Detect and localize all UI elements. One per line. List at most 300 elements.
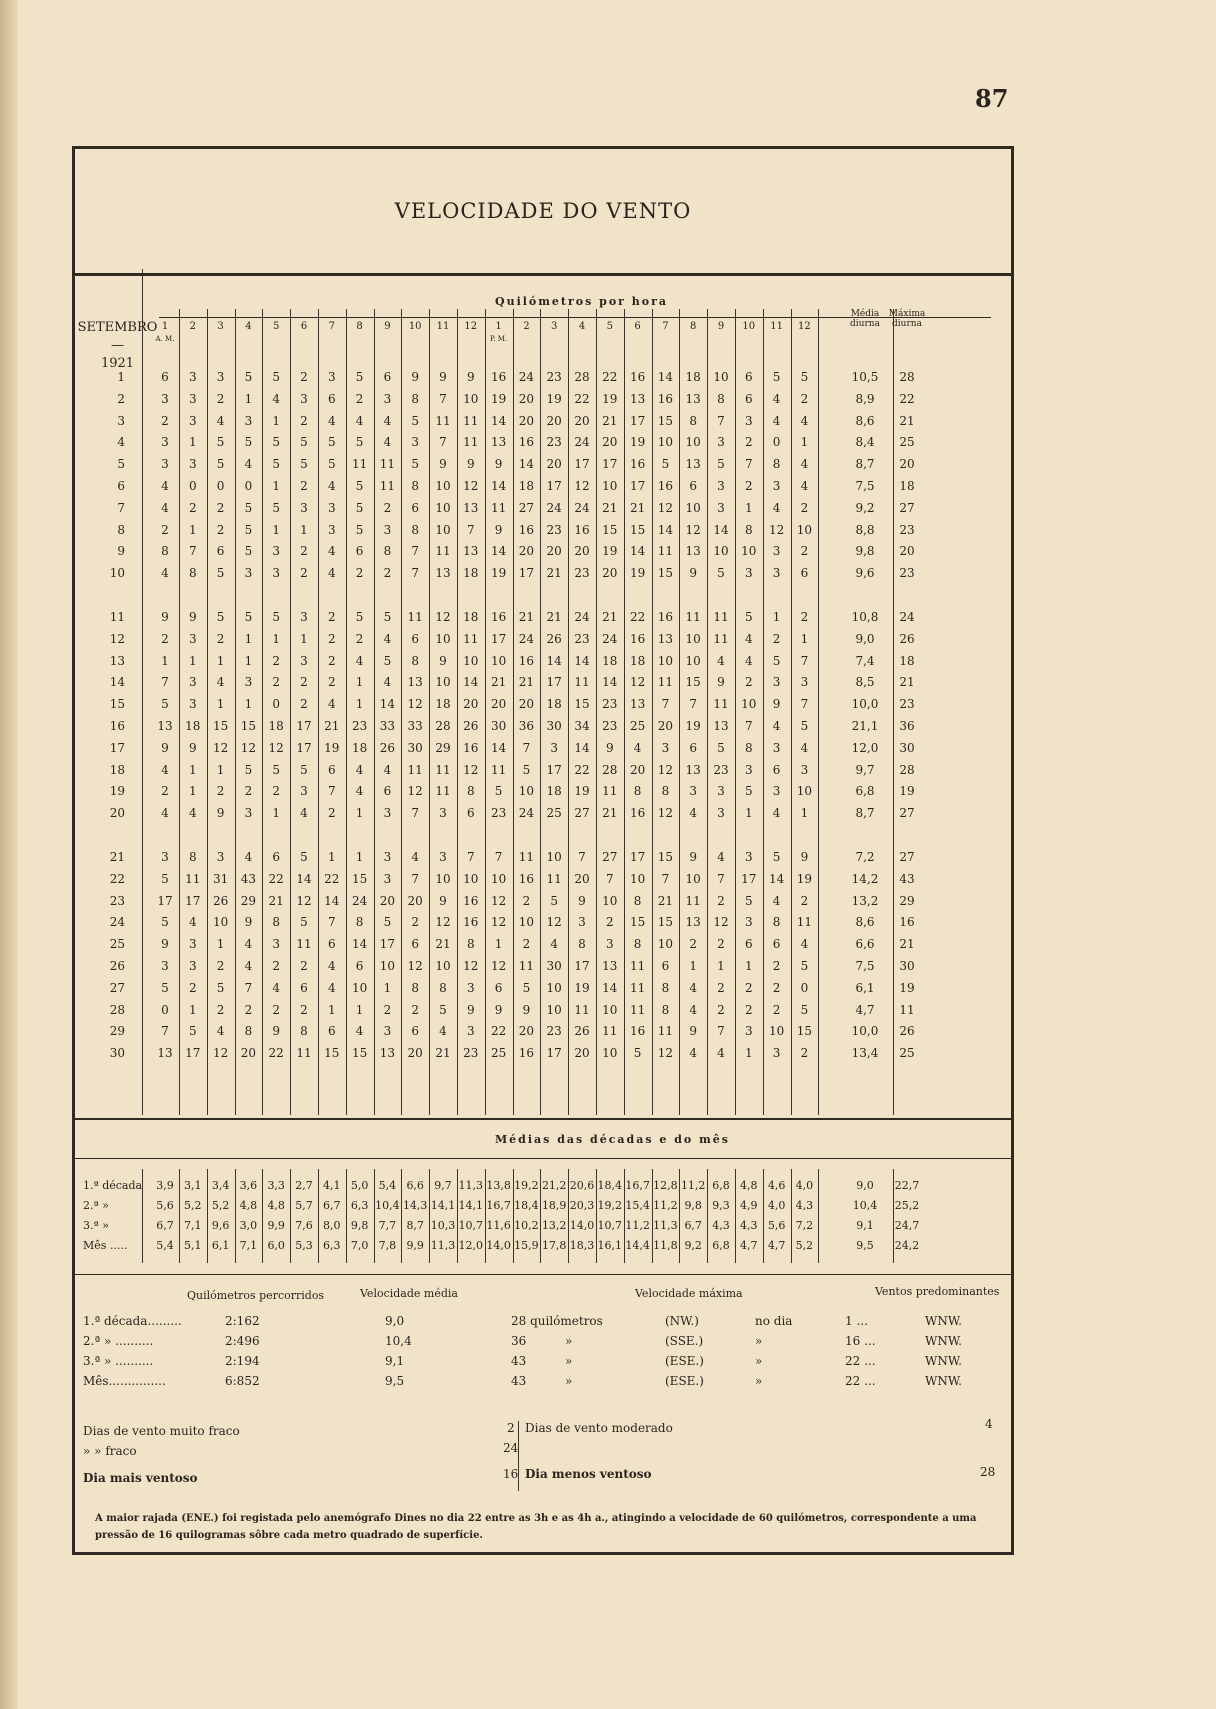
hourly-value: 21 — [518, 675, 535, 690]
hourly-value: 13 — [490, 435, 507, 450]
hourly-value: 2 — [772, 959, 781, 973]
decade-value: 5,0 — [350, 1179, 369, 1192]
hourly-value: 10 — [796, 522, 813, 537]
hourly-value: 2 — [717, 937, 725, 952]
hourly-value: 4 — [689, 980, 698, 995]
hourly-value: 16 — [657, 479, 674, 493]
hourly-value: 0 — [800, 980, 809, 995]
year-label: 1921 — [100, 356, 135, 371]
decade-value: 18,4 — [597, 1179, 623, 1192]
hourly-value: 1 — [800, 435, 809, 450]
column-divider — [485, 309, 486, 1115]
hourly-value: 3 — [216, 850, 225, 864]
hourly-value: 3 — [244, 806, 253, 821]
column-divider — [652, 309, 653, 1115]
decade-value: 15,4 — [625, 1199, 650, 1212]
hourly-value: 5 — [300, 850, 308, 864]
hourly-value: 27 — [574, 806, 590, 821]
hourly-value: 5 — [188, 1024, 197, 1039]
hourly-value: 5 — [216, 435, 225, 450]
hourly-value: 4 — [772, 719, 781, 733]
hourly-value: 10 — [685, 500, 701, 515]
hourly-value: 14 — [602, 980, 618, 995]
decade-value: 10,3 — [430, 1219, 456, 1232]
column-divider — [401, 309, 402, 1115]
hourly-value: 7 — [161, 1024, 169, 1039]
daily-max-value: 43 — [899, 871, 915, 886]
hourly-value: 14 — [546, 653, 562, 668]
hourly-value: 10 — [435, 631, 451, 646]
decade-value: 9,6 — [211, 1219, 230, 1232]
hourly-value: 1 — [800, 631, 809, 646]
hourly-value: 4 — [300, 806, 308, 821]
hourly-value: 24 — [518, 631, 535, 646]
dash: — — [111, 338, 124, 353]
hourly-value: 5 — [772, 653, 781, 668]
hourly-value: 7 — [244, 980, 253, 995]
decade-title: Médias das décadas e do mês — [495, 1133, 730, 1146]
decade-label: 3.ª » — [83, 1219, 109, 1232]
hourly-value: 2 — [355, 391, 364, 406]
hourly-value: 10 — [463, 391, 479, 406]
hourly-value: 17 — [602, 457, 618, 472]
hourly-value: 11 — [351, 457, 368, 472]
hourly-value: 4 — [383, 675, 392, 690]
hourly-value: 10 — [546, 1002, 562, 1017]
hourly-value: 8 — [411, 522, 420, 537]
decade-value: 4,3 — [740, 1219, 758, 1232]
hourly-value: 5 — [717, 740, 725, 755]
hourly-value: 2 — [272, 959, 281, 973]
hourly-value: 6 — [383, 784, 392, 799]
hourly-value: 5 — [327, 457, 336, 472]
decade-value: 18,3 — [569, 1239, 595, 1252]
hourly-value: 26 — [212, 893, 229, 908]
column-divider — [262, 309, 263, 1115]
hourly-value: 2 — [327, 610, 336, 624]
hourly-value: 2 — [161, 784, 169, 799]
decade-value: 5,2 — [211, 1199, 230, 1212]
decade-value: 9,7 — [434, 1179, 452, 1192]
hourly-value: 3 — [800, 675, 809, 690]
hourly-value: 5 — [161, 871, 169, 886]
hourly-value: 13 — [629, 391, 646, 406]
hourly-value: 9 — [717, 675, 725, 690]
hourly-value: 16 — [518, 653, 535, 668]
hourly-value: 8 — [161, 544, 169, 559]
hourly-value: 3 — [244, 566, 253, 581]
max-value: 36 — [511, 1334, 527, 1348]
hourly-value: 4 — [355, 762, 364, 777]
hourly-value: 30 — [546, 959, 562, 973]
hourly-value: 34 — [574, 719, 590, 733]
hourly-value: 4 — [188, 806, 197, 821]
hourly-value: 2 — [327, 631, 336, 646]
day-number: 6 — [117, 479, 125, 493]
hourly-value: 6 — [300, 980, 308, 995]
day-number: 24 — [109, 915, 125, 930]
hourly-value: 15 — [629, 915, 646, 930]
hourly-value: 2 — [744, 675, 753, 690]
hourly-value: 1 — [383, 980, 392, 995]
day-number: 17 — [109, 740, 125, 755]
decade-value: 9,9 — [406, 1239, 424, 1252]
month-year-header — [75, 319, 160, 373]
hourly-value: 19 — [490, 391, 507, 406]
decade-value: 10,7 — [458, 1219, 484, 1232]
column-divider — [346, 1169, 347, 1263]
hourly-value: 3 — [744, 762, 753, 777]
hourly-value: 2 — [244, 1002, 253, 1017]
hourly-value: 23 — [490, 806, 507, 821]
hourly-value: 5 — [300, 915, 308, 930]
day-value: 22 ... — [845, 1354, 876, 1368]
hourly-value: 18 — [629, 653, 646, 668]
hourly-value: 7 — [689, 697, 698, 712]
hourly-value: 2 — [327, 806, 336, 821]
hourly-value: 2 — [161, 631, 169, 646]
hourly-value: 23 — [546, 370, 562, 384]
hourly-value: 11 — [435, 544, 451, 559]
hourly-value: 24 — [546, 500, 562, 515]
hourly-value: 4 — [161, 806, 169, 821]
hourly-value: 6 — [466, 806, 475, 821]
column-divider — [235, 309, 236, 1115]
decade-max: 24,2 — [894, 1239, 920, 1252]
decade-value: 7,8 — [378, 1239, 397, 1252]
hourly-value: 6 — [744, 391, 753, 406]
day-number: 29 — [109, 1024, 125, 1039]
hourly-value: 3 — [717, 479, 725, 493]
hourly-value: 11 — [407, 610, 423, 624]
hourly-value: 12 — [407, 697, 423, 712]
weak-value: 24 — [503, 1441, 519, 1455]
decade-value: 14,1 — [458, 1199, 484, 1212]
hourly-value: 5 — [355, 610, 364, 624]
hourly-value: 15 — [240, 719, 257, 733]
hourly-value: 15 — [657, 915, 674, 930]
hourly-value: 9 — [605, 740, 614, 755]
daily-max-value: 21 — [899, 937, 915, 952]
hourly-value: 1 — [327, 1002, 336, 1017]
daily-max-value: 27 — [899, 850, 915, 864]
hourly-value: 6 — [772, 937, 781, 952]
hourly-value: 8 — [578, 937, 586, 952]
hourly-value: 7 — [327, 915, 336, 930]
hourly-value: 10 — [602, 1002, 618, 1017]
hourly-value: 19 — [629, 435, 646, 450]
hourly-value: 2 — [800, 610, 809, 624]
column-divider — [346, 309, 347, 1115]
hourly-value: 5 — [216, 610, 225, 624]
decade-mean: 9,0 — [856, 1179, 874, 1192]
hourly-value: 2 — [300, 1002, 308, 1017]
hourly-value: 1 — [355, 675, 364, 690]
column-divider — [893, 1169, 894, 1263]
hourly-value: 5 — [494, 784, 503, 799]
hourly-value: 13 — [463, 500, 479, 515]
hourly-value: 2 — [161, 522, 169, 537]
hourly-value: 4 — [161, 762, 169, 777]
hourly-value: 4 — [800, 457, 809, 472]
daily-max-value: 27 — [899, 806, 915, 821]
hourly-value: 11 — [657, 544, 674, 559]
column-divider — [179, 1169, 180, 1263]
hourly-value: 7 — [411, 544, 420, 559]
hourly-value: 23 — [574, 566, 590, 581]
hourly-value: 9 — [494, 457, 503, 472]
daily-mean-value: 13,2 — [851, 893, 879, 908]
hourly-value: 6 — [327, 1024, 336, 1039]
decade-value: 7,6 — [295, 1219, 313, 1232]
decade-value: 6,8 — [712, 1179, 730, 1192]
hourly-value: 16 — [518, 522, 535, 537]
decade-value: 10,4 — [375, 1199, 400, 1212]
daily-mean-value: 7,2 — [855, 850, 875, 864]
daily-max-value: 30 — [899, 959, 915, 973]
hourly-value: 6 — [800, 566, 809, 581]
hourly-value: 28 — [435, 719, 451, 733]
column-divider — [374, 1169, 375, 1263]
hourly-value: 4 — [800, 479, 809, 493]
hour-header: 5 — [606, 321, 613, 332]
kph-title: Quilómetros por hora — [495, 295, 669, 308]
month-label: SETEMBRO — [77, 320, 158, 335]
hourly-value: 6 — [355, 959, 364, 973]
daily-mean-value: 10,8 — [851, 610, 879, 624]
hourly-value: 2 — [216, 784, 225, 799]
hourly-value: 3 — [327, 522, 336, 537]
wind-value: WNW. — [925, 1314, 962, 1328]
hour-header: 8 — [356, 321, 363, 332]
hourly-value: 1 — [272, 522, 281, 537]
hourly-value: 1 — [744, 806, 753, 821]
hourly-value: 2 — [605, 915, 614, 930]
hourly-value: 5 — [355, 500, 364, 515]
daily-mean-value: 21,1 — [851, 719, 879, 733]
hourly-value: 15 — [685, 675, 701, 690]
hourly-value: 3 — [188, 675, 197, 690]
hourly-value: 10 — [768, 1024, 785, 1039]
hourly-value: 21 — [435, 1046, 451, 1061]
hourly-value: 11 — [629, 959, 646, 973]
hourly-value: 1 — [272, 413, 281, 428]
vel-value: 9,1 — [385, 1354, 405, 1368]
hourly-value: 7 — [744, 719, 753, 733]
daily-max-value: 20 — [899, 457, 915, 472]
hourly-value: 3 — [772, 544, 781, 559]
hourly-value: 5 — [744, 784, 753, 799]
hourly-value: 4 — [383, 435, 392, 450]
daily-mean-header: Média diurna — [850, 309, 880, 329]
daily-mean-value: 9,0 — [855, 631, 875, 646]
days-divider — [518, 1421, 519, 1491]
hourly-value: 23 — [713, 762, 729, 777]
daily-max-value: 28 — [899, 370, 915, 384]
day-number: 28 — [109, 1002, 125, 1017]
hourly-value: 8 — [661, 784, 670, 799]
hourly-value: 4 — [633, 740, 642, 755]
hourly-value: 16 — [463, 893, 479, 908]
calmest-value: 28 — [980, 1465, 996, 1479]
daily-max-value: 25 — [899, 435, 915, 450]
hourly-value: 7 — [161, 675, 169, 690]
hourly-value: 7 — [717, 1024, 725, 1039]
hourly-value: 18 — [463, 610, 479, 624]
daily-mean-value: 6,1 — [855, 980, 875, 995]
hourly-value: 0 — [772, 435, 781, 450]
hourly-value: 2 — [272, 653, 281, 668]
hourly-value: 1 — [272, 631, 281, 646]
hourly-value: 12 — [435, 610, 451, 624]
decade-value: 4,0 — [767, 1199, 786, 1212]
hourly-value: 3 — [383, 391, 392, 406]
hour-header: 4 — [578, 321, 586, 332]
hourly-value: 1 — [772, 610, 781, 624]
decade-value: 6,3 — [350, 1199, 369, 1212]
hourly-value: 2 — [188, 500, 197, 515]
hourly-value: 9 — [161, 740, 169, 755]
day-value: 22 ... — [845, 1374, 876, 1388]
hourly-value: 10 — [463, 653, 479, 668]
hourly-value: 6 — [355, 544, 364, 559]
hourly-value: 10 — [435, 522, 451, 537]
hourly-value: 12 — [657, 500, 674, 515]
column-divider — [142, 269, 143, 1115]
hourly-value: 13 — [685, 457, 701, 472]
hourly-value: 12 — [212, 1046, 229, 1061]
hourly-value: 12 — [268, 740, 284, 755]
hourly-value: 3 — [161, 959, 169, 973]
hourly-value: 5 — [327, 435, 336, 450]
hourly-value: 4 — [327, 980, 336, 995]
hourly-value: 5 — [355, 479, 364, 493]
hourly-value: 1 — [494, 937, 503, 952]
hourly-value: 3 — [800, 762, 809, 777]
hourly-value: 17 — [546, 479, 562, 493]
hourly-value: 10 — [796, 784, 813, 799]
hourly-value: 18 — [351, 740, 368, 755]
hourly-value: 10 — [713, 370, 729, 384]
hourly-value: 9 — [272, 1024, 281, 1039]
hourly-value: 4 — [439, 1024, 447, 1039]
daily-max-value: 23 — [899, 522, 915, 537]
on-day-label: no dia — [755, 1314, 793, 1328]
hourly-value: 11 — [379, 479, 396, 493]
daily-mean-value: 7,5 — [855, 479, 875, 493]
hour-header: 3 — [217, 321, 224, 332]
hour-header: 4 — [245, 321, 252, 332]
column-divider — [142, 1169, 143, 1263]
decade-value: 6,3 — [323, 1239, 341, 1252]
hourly-value: 1 — [188, 435, 197, 450]
hourly-value: 3 — [383, 522, 392, 537]
hourly-value: 24 — [518, 370, 535, 384]
hourly-value: 4 — [327, 697, 336, 712]
hourly-value: 4 — [161, 566, 169, 581]
hourly-value: 9 — [689, 1024, 698, 1039]
column-divider — [679, 1169, 680, 1263]
hourly-value: 1 — [327, 850, 336, 864]
hour-header: 7 — [328, 321, 335, 332]
hourly-value: 21 — [518, 610, 535, 624]
decade-value: 8,0 — [323, 1219, 341, 1232]
hourly-value: 5 — [772, 850, 781, 864]
hourly-value: 17 — [629, 850, 646, 864]
hourly-value: 20 — [463, 697, 479, 712]
column-divider — [735, 1169, 736, 1263]
hourly-value: 5 — [244, 522, 253, 537]
km-value: 2:162 — [225, 1314, 260, 1328]
hourly-value: 9 — [216, 806, 225, 821]
hourly-value: 4 — [772, 391, 781, 406]
daily-mean-value: 13,4 — [851, 1046, 879, 1061]
hourly-value: 2 — [717, 1002, 725, 1017]
decade-value: 20,3 — [569, 1199, 595, 1212]
hourly-value: 20 — [240, 1046, 257, 1061]
hourly-value: 5 — [744, 893, 753, 908]
day-number: 18 — [109, 762, 125, 777]
hourly-value: 22 — [268, 871, 284, 886]
page-number: 87 — [975, 84, 1009, 113]
hourly-value: 20 — [518, 1024, 535, 1039]
decade-value: 9,8 — [350, 1219, 369, 1232]
hourly-value: 1 — [355, 697, 364, 712]
hourly-value: 4 — [161, 479, 169, 493]
hourly-value: 6 — [161, 370, 169, 384]
hourly-value: 0 — [244, 479, 253, 493]
hourly-value: 14 — [768, 871, 785, 886]
hourly-value: 2 — [383, 1002, 392, 1017]
hourly-value: 10 — [490, 871, 507, 886]
hourly-value: 21 — [546, 566, 562, 581]
hourly-value: 13 — [713, 719, 729, 733]
decade-mean: 9,5 — [856, 1239, 874, 1252]
hourly-value: 18 — [463, 566, 479, 581]
hourly-value: 43 — [240, 871, 257, 886]
hourly-value: 3 — [717, 784, 725, 799]
day-number: 5 — [117, 457, 125, 472]
hourly-value: 3 — [772, 740, 781, 755]
hourly-value: 33 — [379, 719, 396, 733]
hourly-value: 21 — [602, 610, 618, 624]
hourly-value: 6 — [411, 937, 420, 952]
hourly-value: 20 — [407, 893, 423, 908]
hourly-value: 17 — [296, 719, 312, 733]
column-divider — [568, 309, 569, 1115]
decade-value: 5,3 — [295, 1239, 313, 1252]
hourly-value: 4 — [216, 413, 225, 428]
hourly-value: 30 — [490, 719, 507, 733]
hourly-value: 3 — [744, 915, 753, 930]
hourly-value: 15 — [657, 566, 674, 581]
hourly-value: 2 — [800, 500, 809, 515]
ditto-mark: » — [565, 1354, 573, 1368]
hourly-value: 4 — [383, 631, 392, 646]
decade-value: 6,1 — [211, 1239, 230, 1252]
hourly-value: 4 — [244, 937, 253, 952]
hourly-value: 28 — [602, 762, 618, 777]
hourly-value: 21 — [490, 675, 507, 690]
hourly-value: 5 — [272, 370, 281, 384]
decade-value: 14,0 — [569, 1219, 595, 1232]
column-divider — [568, 1169, 569, 1263]
hourly-value: 5 — [411, 457, 420, 472]
hourly-value: 13 — [685, 544, 701, 559]
column-divider — [763, 309, 764, 1115]
hour-header: 3 — [551, 321, 558, 332]
hourly-value: 5 — [272, 762, 281, 777]
